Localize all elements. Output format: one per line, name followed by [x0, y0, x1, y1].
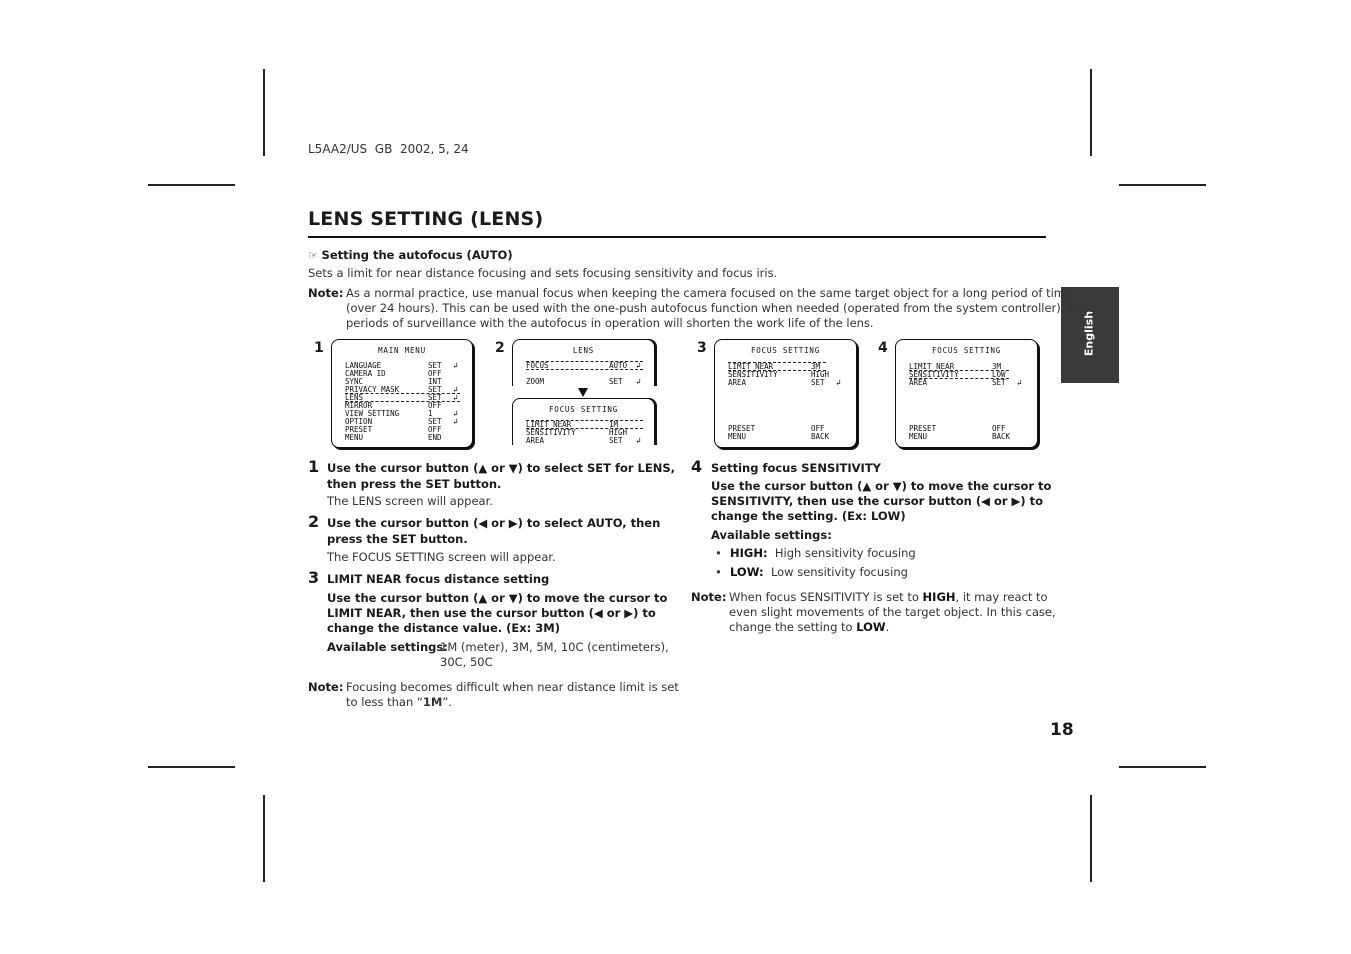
- crop-mark: [263, 69, 265, 156]
- menu-row: PRESET OFF: [345, 425, 442, 434]
- page-title: LENS SETTING (LENS): [308, 208, 544, 230]
- menu-row: PRIVACY MASK SET ↲: [345, 385, 458, 394]
- crop-mark: [263, 795, 265, 882]
- menu-row: PRESET OFF: [728, 424, 825, 433]
- list-item: • HIGH: High sensitivity focusing: [715, 546, 916, 560]
- menu-row: SENSITIVITY HIGH: [728, 370, 830, 379]
- menu-row: MIRROR OFF: [345, 401, 442, 410]
- menu-row: AREA SET ↲: [909, 378, 1022, 387]
- note-line: Focusing becomes difficult when near distance limit is set: [346, 680, 679, 694]
- menu-row: SYNC INT: [345, 377, 442, 386]
- menu-row: MENU BACK: [909, 432, 1011, 441]
- instruction-line: Use the cursor button (◀ or ▶) to select AUTO, then: [327, 516, 661, 530]
- document-code: L5AA2/US GB 2002, 5, 24: [308, 142, 469, 156]
- step-number: 1: [308, 457, 320, 476]
- figure-number: 1: [314, 340, 324, 356]
- screen-title: LENS: [572, 346, 595, 355]
- setting-values-line: 30C, 50C: [440, 655, 493, 669]
- crop-mark: [1119, 184, 1206, 186]
- available-settings-label: Available settings:: [711, 528, 832, 542]
- menu-row: OPTION SET ↲: [345, 417, 458, 426]
- down-arrow-icon: [578, 388, 588, 397]
- page-number: 18: [1050, 720, 1074, 740]
- menu-row: MENU BACK: [728, 432, 830, 441]
- screen-title: FOCUS SETTING: [931, 346, 1002, 355]
- step-heading: Setting focus SENSITIVITY: [711, 461, 881, 475]
- menu-row: MENU END: [345, 433, 442, 442]
- step-number: 4: [691, 457, 703, 476]
- menu-row: AREA SET ↲: [526, 436, 641, 445]
- menu-row: LANGUAGE SET ↲: [345, 361, 458, 370]
- step-instruction: [327, 516, 660, 547]
- crop-mark: [1090, 795, 1092, 882]
- screen-title: FOCUS SETTING: [750, 346, 821, 355]
- step-instruction: [711, 479, 1051, 524]
- menu-row-selected: LIMIT NEAR 3M: [728, 362, 821, 371]
- section-subtitle: [308, 248, 513, 263]
- list-item: • LOW: Low sensitivity focusing: [715, 565, 908, 579]
- menu-row-selected: LENS SET ↲: [345, 393, 458, 402]
- instruction-line: then press the SET button.: [327, 477, 502, 491]
- screen-title: FOCUS SETTING: [548, 405, 619, 414]
- note-line: to less than “1M”.: [346, 695, 452, 709]
- step4-note-text: [729, 590, 1056, 635]
- menu-row: AREA SET ↲: [728, 378, 841, 387]
- menu-row: CAMERA ID OFF: [345, 369, 442, 378]
- language-tab-label: English: [1082, 310, 1096, 357]
- setting-values-line: 1M (meter), 3M, 5M, 10C (centimeters),: [440, 640, 669, 654]
- step-heading: LIMIT NEAR focus distance setting: [327, 572, 550, 586]
- step-result: The LENS screen will appear.: [327, 494, 493, 508]
- cursor-line: [526, 369, 643, 370]
- crop-mark: [148, 184, 235, 186]
- focus-setting-screen-initial: [512, 398, 655, 445]
- crop-mark: [1090, 69, 1092, 156]
- step-instruction: [327, 461, 675, 492]
- figure-number: 3: [697, 340, 707, 356]
- screen-title: MAIN MENU: [378, 346, 426, 355]
- instruction-line: LIMIT NEAR, then use the cursor button (◀ or ▶) to: [327, 606, 656, 620]
- intro-note-text: [346, 286, 1096, 331]
- note-line: change the setting to LOW.: [729, 620, 890, 634]
- instruction-line: Use the cursor button (▲ or ▼) to move the cursor to: [711, 479, 1052, 493]
- step4-note-label: Note:: [691, 590, 727, 604]
- menu-row: VIEW SETTING 1 ↲: [345, 409, 458, 418]
- instruction-line: Use the cursor button (▲ or ▼) to move the cursor to: [327, 591, 668, 605]
- step-number: 3: [308, 568, 320, 587]
- instruction-line: SENSITIVITY, then use the cursor button (◀ or ▶) to: [711, 494, 1044, 508]
- settings-bullet-list: [715, 546, 916, 580]
- instruction-line: change the distance value. (Ex: 3M): [327, 621, 560, 635]
- step3-note-label: Note:: [308, 680, 344, 694]
- title-rule: [308, 236, 1046, 238]
- crop-mark: [1119, 766, 1206, 768]
- menu-row-selected: LIMIT NEAR 1M: [526, 420, 619, 429]
- subtitle-text: Setting the autofocus (AUTO): [321, 248, 513, 262]
- figure-number: 2: [495, 340, 505, 356]
- note-line: (over 24 hours). This can be used with the one-push autofocus function when needed (operated from the system controller). Long: [346, 301, 1096, 315]
- available-settings-values: [440, 640, 669, 670]
- note-line: even slight movements of the target object. In this case,: [729, 605, 1056, 619]
- instruction-line: Use the cursor button (▲ or ▼) to select SET for LENS,: [327, 461, 675, 475]
- lens-screen: [512, 339, 655, 386]
- menu-row: PRESET OFF: [909, 424, 1006, 433]
- step-result: The FOCUS SETTING screen will appear.: [327, 550, 556, 564]
- figure-number: 4: [878, 340, 888, 356]
- menu-row-selected: SENSITIVITY LOW: [909, 370, 1006, 379]
- main-menu-screen: [331, 339, 473, 448]
- menu-row-selected: FOCUS AUTO ↲: [526, 361, 641, 370]
- intro-note-label: Note:: [308, 286, 344, 300]
- intro-description: Sets a limit for near distance focusing and sets focusing sensitivity and focus iris.: [308, 266, 778, 280]
- note-line: When focus SENSITIVITY is set to HIGH, it may react to: [729, 590, 1048, 604]
- crop-mark: [148, 766, 235, 768]
- instruction-line: change the setting. (Ex: LOW): [711, 509, 906, 523]
- instruction-line: press the SET button.: [327, 532, 468, 546]
- note-line: periods of surveillance with the autofocus in operation will shorten the work life of the lens.: [346, 316, 874, 330]
- pointing-hand-icon: ☞: [308, 249, 318, 262]
- available-settings-label: Available settings:: [327, 640, 448, 654]
- step-number: 2: [308, 512, 320, 531]
- step3-note-text: [346, 680, 679, 710]
- focus-setting-screen-limit-near: [714, 339, 857, 448]
- note-line: As a normal practice, use manual focus when keeping the camera focused on the same target object for a long period of time: [346, 286, 1073, 300]
- step-instruction: [327, 591, 667, 636]
- menu-row: LIMIT NEAR 3M: [909, 362, 1002, 371]
- menu-row: SENSITIVITY HIGH: [526, 428, 628, 437]
- menu-row: ZOOM SET ↲: [526, 377, 641, 386]
- focus-setting-screen-sensitivity: [895, 339, 1038, 448]
